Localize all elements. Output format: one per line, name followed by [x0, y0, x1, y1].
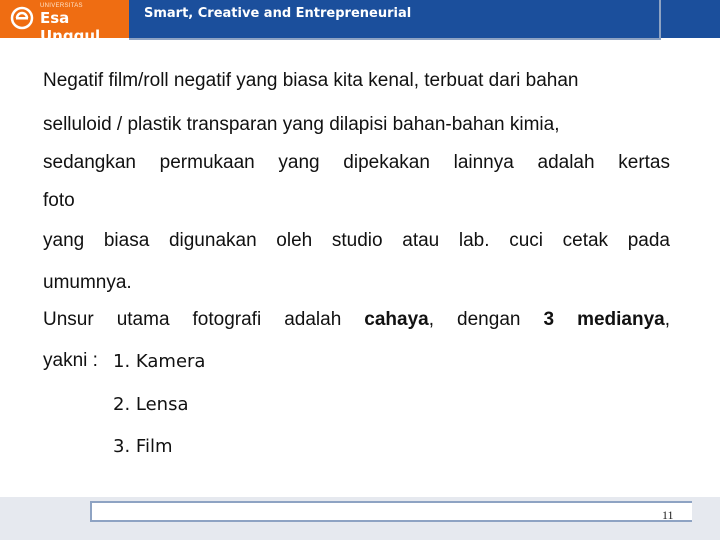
footer-frame: [90, 501, 692, 522]
text-segment: , dengan: [428, 309, 521, 330]
text-line: sedangkan permukaan yang dipekakan lainnya adalah kertas: [43, 152, 670, 173]
page-number: 11: [662, 508, 674, 522]
university-logo: [0, 0, 129, 45]
tagline: Smart, Creative and Entrepreneurial: [144, 6, 412, 21]
footer-bar: [0, 497, 720, 540]
text-line: Negatif film/roll negatif yang biasa kita kenal, terbuat dari bahan: [43, 70, 579, 91]
text-segment: Unsur utama fotografi adalah: [43, 309, 342, 330]
list-item: 2. Lensa: [113, 394, 189, 415]
bold-term-medianya: 3 medianya: [543, 309, 665, 330]
text-line: [43, 350, 98, 371]
list-item: 1. Kamera: [113, 351, 206, 372]
logo-text: Esa Unggul: [40, 9, 101, 45]
text-line: yang biasa digunakan oleh studio atau lab. cuci cetak pada: [43, 230, 670, 251]
list-item: 3. Film: [113, 436, 173, 457]
text-line: [43, 309, 670, 330]
header-bar: [0, 0, 720, 45]
logo-emblem-icon: [10, 6, 34, 30]
frame-line-right: [659, 0, 661, 40]
text-line: foto: [43, 190, 75, 211]
bold-term-cahaya: cahaya: [364, 309, 429, 330]
logo-caption: UNIVERSITAS: [40, 3, 83, 9]
text-segment: yakni :: [43, 350, 98, 371]
text-line: selluloid / plastik transparan yang dilapisi bahan-bahan kimia,: [43, 114, 560, 135]
text-segment: ,: [664, 309, 671, 330]
frame-line-top: [129, 38, 661, 40]
text-line: umumnya.: [43, 272, 132, 293]
